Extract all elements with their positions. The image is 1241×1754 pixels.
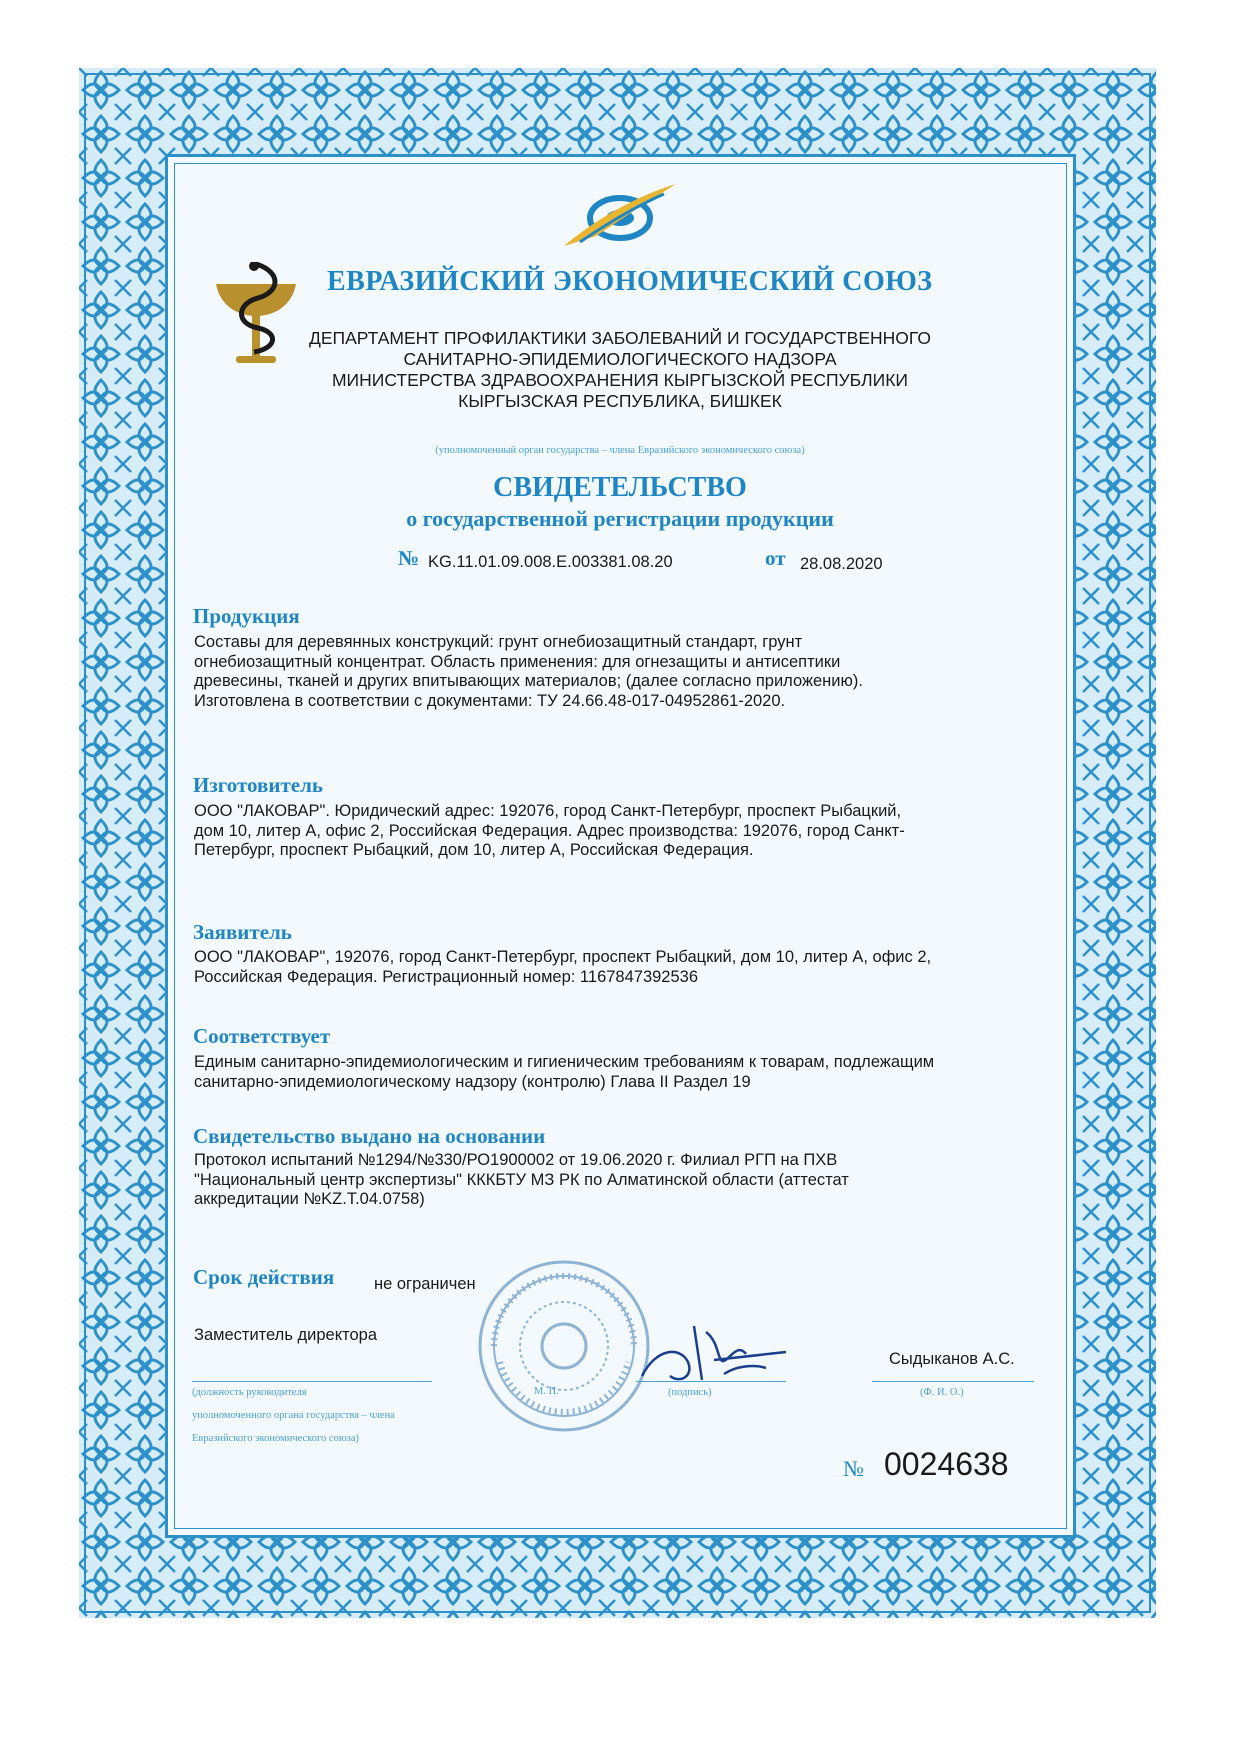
- position-caption-line: Евразийского экономического союза): [192, 1433, 359, 1444]
- department-block: [220, 328, 1020, 412]
- position-caption-line: (должность руководителя: [192, 1387, 307, 1398]
- stamp-label: М. П.: [534, 1386, 559, 1397]
- signature-caption: (подпись): [668, 1387, 712, 1398]
- date-label: от: [765, 546, 786, 570]
- manufacturer-line: ООО "ЛАКОВАР". Юридический адрес: 192076, город Санкт-Петербург, проспект Рыбацкий,: [194, 802, 902, 820]
- applicant-text: [194, 948, 1064, 987]
- form-number-sign: №: [843, 1456, 864, 1481]
- certificate-date: 28.08.2020: [800, 555, 883, 573]
- document-title: СВИДЕТЕЛЬСТВО: [493, 472, 747, 503]
- department-line: САНИТАРНО-ЭПИДЕМИОЛОГИЧЕСКОГО НАДЗОРА: [403, 349, 837, 369]
- signature-underline: [636, 1381, 786, 1382]
- manufacturer-line: дом 10, литер А, офис 2, Российская Федерация. Адрес производства: 192076, город Санкт-: [194, 821, 905, 840]
- name-caption: (Ф. И. О.): [920, 1387, 964, 1398]
- conformity-line: санитарно-эпидемиологическому надзору (контролю) Глава II Раздел 19: [194, 1072, 751, 1091]
- validity-heading: Срок действия: [193, 1265, 335, 1289]
- manufacturer-line: Петербург, проспект Рыбацкий, дом 10, литер А, Российская Федерация.: [194, 841, 754, 859]
- position-underline: [192, 1381, 432, 1382]
- product-line: огнебиозащитный концентрат. Область применения: для огнезащиты и антисептики: [194, 652, 841, 671]
- product-line: Составы для деревянных конструкций: грунт огнебиозащитный стандарт, грунт: [194, 633, 803, 651]
- conformity-text: [194, 1053, 1064, 1092]
- number-sign: №: [398, 546, 420, 570]
- basis-line: "Национальный центр экспертизы" КККБТУ МЗ РК по Алматинской области (аттестат: [194, 1170, 849, 1189]
- conformity-line: Единым санитарно-эпидемиологическим и гигиеническим требованиям к товарам, подлежащим: [194, 1053, 935, 1071]
- product-line: Изготовлена в соответствии с документами: ТУ 24.66.48-017-04952861-2020.: [194, 691, 786, 710]
- conformity-heading: Соответствует: [193, 1024, 331, 1048]
- authority-note: (уполномоченный орган государства – члена Евразийского экономического союза): [435, 445, 805, 456]
- basis-line: Протокол испытаний №1294/№330/РО1900002 от 19.06.2020 г. Филиал РГП на ПХВ: [194, 1151, 838, 1169]
- basis-line: аккредитации №KZ.T.04.0758): [194, 1190, 425, 1208]
- basis-heading: Свидетельство выдано на основании: [193, 1124, 546, 1148]
- name-underline: [872, 1381, 1034, 1382]
- manufacturer-text: [194, 802, 1064, 861]
- signer-name: Сыдыканов А.С.: [889, 1350, 1015, 1368]
- manufacturer-heading: Изготовитель: [193, 773, 323, 797]
- department-line: КЫРГЫЗСКАЯ РЕСПУБЛИКА, БИШКЕК: [458, 391, 782, 411]
- department-line: МИНИСТЕРСТВА ЗДРАВООХРАНЕНИЯ КЫРГЫЗСКОЙ РЕСПУБЛИКИ: [331, 370, 909, 390]
- basis-text: [194, 1151, 1064, 1210]
- product-text: [194, 633, 1064, 711]
- handwritten-signature: [636, 1318, 796, 1390]
- union-title: ЕВРАЗИЙСКИЙ ЭКОНОМИЧЕСКИЙ СОЮЗ: [327, 266, 933, 297]
- applicant-line: ООО "ЛАКОВАР", 192076, город Санкт-Петербург, проспект Рыбацкий, дом 10, литер А, офис 2,: [194, 948, 932, 966]
- applicant-line: Российская Федерация. Регистрационный номер: 1167847392536: [194, 967, 699, 986]
- form-number: 0024638: [884, 1446, 1009, 1482]
- certificate-number: KG.11.01.09.008.E.003381.08.20: [428, 553, 673, 571]
- validity-value: не ограничен: [374, 1275, 476, 1293]
- round-seal-stamp: [476, 1258, 652, 1434]
- department-line: ДЕПАРТАМЕНТ ПРОФИЛАКТИКИ ЗАБОЛЕВАНИЙ И ГОСУДАРСТВЕННОГО: [308, 328, 932, 348]
- document-subtitle: о государственной регистрации продукции: [406, 506, 834, 531]
- signer-position: Заместитель директора: [194, 1326, 377, 1344]
- position-caption-line: уполномоченного органа государства – члена: [192, 1410, 395, 1421]
- product-heading: Продукция: [193, 604, 300, 628]
- product-line: древесины, тканей и других впитывающих материалов; (далее согласно приложению).: [194, 672, 863, 690]
- applicant-heading: Заявитель: [193, 920, 292, 944]
- eaeu-emblem-icon: [560, 180, 680, 250]
